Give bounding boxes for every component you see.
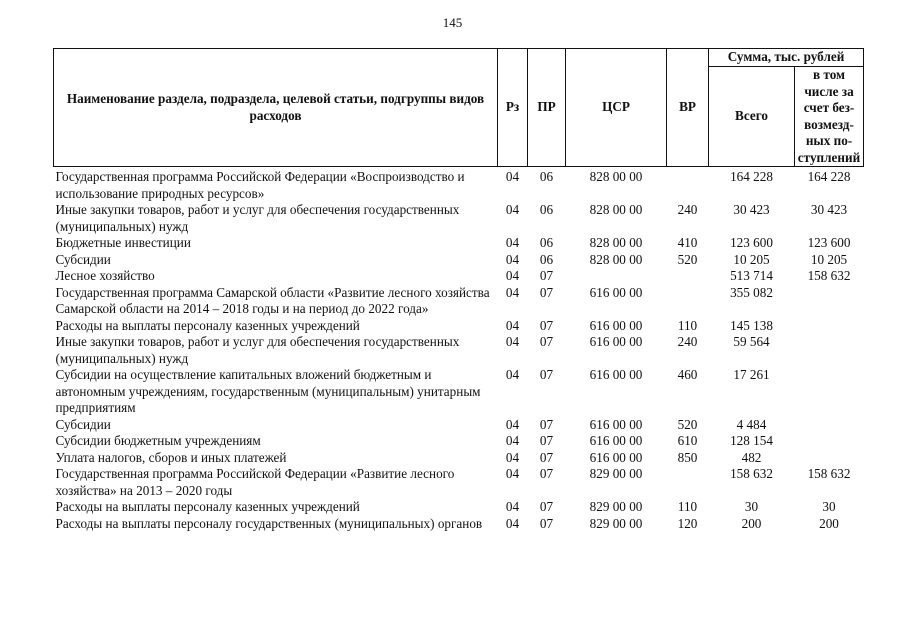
table-row — [54, 318, 864, 335]
row-pr: 06 — [539, 169, 554, 184]
row-pr: 07 — [539, 466, 554, 481]
table-row — [54, 202, 864, 235]
row-gratuitous: 30 — [822, 499, 836, 514]
table-row — [54, 466, 864, 499]
row-csr: 616 00 00 — [589, 334, 643, 349]
table-row — [54, 334, 864, 367]
row-name: Субсидии — [55, 251, 111, 267]
row-name: Уплата налогов, сборов и иных платежей — [55, 449, 287, 465]
row-vr: 410 — [677, 235, 698, 250]
row-rz: 04 — [505, 268, 520, 283]
table-row — [54, 367, 864, 417]
row-gratuitous — [795, 334, 864, 367]
row-gratuitous — [795, 450, 864, 467]
row-pr: 07 — [539, 433, 554, 448]
table-row — [54, 516, 864, 533]
row-rz: 04 — [505, 334, 520, 349]
row-csr: 828 00 00 — [589, 251, 643, 267]
row-rz: 04 — [505, 416, 520, 432]
row-name: Субсидии на осуществление капитальных вложений бюджетным и автономным учреждениям, государственным (муниципальным) унитарным предприятиям — [55, 367, 481, 415]
row-name: Субсидии — [55, 416, 111, 432]
row-vr — [667, 285, 709, 318]
page-number: 145 — [442, 15, 463, 30]
row-name: Расходы на выплаты персоналу казенных учреждений — [55, 317, 360, 333]
row-pr: 06 — [539, 202, 554, 217]
row-name: Государственная программа Самарской области «Развитие лесного хозяйства Самарской области на 2014 – 2018 годы и на период до 2022 года» — [55, 284, 490, 316]
header-total: Всего — [709, 67, 795, 167]
row-csr: 616 00 00 — [589, 284, 643, 300]
table-row — [54, 235, 864, 252]
row-rz: 04 — [505, 449, 520, 465]
row-vr: 110 — [677, 499, 698, 514]
row-rz: 04 — [505, 317, 520, 333]
row-rz: 04 — [505, 235, 520, 250]
row-total: 158 632 — [730, 466, 773, 481]
table-row — [54, 417, 864, 434]
header-rz: Рз — [498, 49, 528, 167]
header-csr: ЦСР — [566, 49, 667, 167]
table-row — [54, 167, 864, 203]
budget-table — [53, 48, 864, 532]
row-gratuitous — [795, 417, 864, 434]
row-pr: 07 — [539, 499, 554, 514]
row-name: Расходы на выплаты персоналу казенных учреждений — [55, 499, 360, 514]
row-csr — [566, 268, 667, 285]
row-name: Расходы на выплаты персоналу государственных (муниципальных) органов — [55, 515, 483, 531]
row-pr: 07 — [539, 367, 554, 382]
row-pr: 07 — [539, 515, 554, 531]
table-row — [54, 285, 864, 318]
row-csr: 828 00 00 — [589, 235, 643, 250]
table-row — [54, 499, 864, 516]
row-rz: 04 — [505, 367, 520, 382]
row-gratuitous — [795, 318, 864, 335]
row-name: Иные закупки товаров, работ и услуг для обеспечения государственных (муниципальных) нужд — [55, 202, 460, 234]
row-total: 164 228 — [730, 169, 773, 184]
table-header — [54, 49, 864, 167]
header-vr: ВР — [667, 49, 709, 167]
row-total: 128 154 — [730, 433, 773, 448]
table-row — [54, 268, 864, 285]
header-gratuitous: в том числе за счет без-возмезд-ных по-ступлений — [795, 67, 864, 167]
row-total: 59 564 — [733, 334, 770, 349]
row-vr — [667, 167, 709, 203]
row-csr: 616 00 00 — [589, 367, 643, 382]
row-rz: 04 — [505, 202, 520, 217]
table-row — [54, 252, 864, 269]
row-total: 4 484 — [736, 416, 767, 432]
row-gratuitous — [795, 367, 864, 417]
row-rz: 04 — [505, 499, 520, 514]
row-csr: 829 00 00 — [589, 466, 643, 481]
row-gratuitous: 10 205 — [810, 251, 848, 267]
header-name: Наименование раздела, подраздела, целевой статьи, подгруппы видов расходов — [54, 49, 498, 167]
row-total: 145 138 — [730, 317, 773, 333]
row-total: 10 205 — [733, 251, 770, 267]
row-rz: 04 — [505, 515, 520, 531]
row-pr: 07 — [539, 268, 554, 283]
row-name: Государственная программа Российской Федерации «Воспроизводство и использование природных ресурсов» — [55, 169, 465, 201]
row-gratuitous: 200 — [819, 515, 839, 531]
row-vr — [667, 466, 709, 499]
row-vr — [667, 268, 709, 285]
row-pr: 07 — [539, 416, 554, 432]
row-rz: 04 — [505, 251, 520, 267]
row-vr: 610 — [677, 433, 698, 448]
row-rz: 04 — [505, 169, 520, 184]
row-csr: 616 00 00 — [589, 317, 643, 333]
row-total: 30 — [744, 499, 759, 514]
row-pr: 07 — [539, 317, 554, 333]
row-name: Иные закупки товаров, работ и услуг для обеспечения государственных (муниципальных) нужд — [55, 334, 460, 366]
row-pr: 07 — [539, 449, 554, 465]
table-row — [54, 450, 864, 467]
row-total: 200 — [741, 515, 762, 531]
row-vr: 240 — [677, 334, 698, 349]
row-gratuitous: 164 228 — [807, 169, 851, 184]
row-pr: 06 — [539, 235, 554, 250]
row-name: Лесное хозяйство — [55, 268, 155, 283]
row-gratuitous — [795, 433, 864, 450]
row-vr: 120 — [677, 515, 698, 531]
row-gratuitous: 30 423 — [810, 202, 848, 217]
row-vr: 520 — [677, 416, 698, 432]
row-csr: 829 00 00 — [589, 499, 643, 514]
row-vr: 850 — [677, 449, 698, 465]
row-csr: 616 00 00 — [589, 433, 643, 448]
row-csr: 829 00 00 — [589, 515, 643, 531]
row-vr: 460 — [677, 367, 698, 382]
row-total: 355 082 — [730, 284, 773, 300]
table-body — [54, 167, 864, 533]
row-name: Субсидии бюджетным учреждениям — [55, 433, 261, 448]
table-row — [54, 433, 864, 450]
row-csr: 616 00 00 — [589, 449, 643, 465]
row-total: 123 600 — [730, 235, 773, 250]
row-gratuitous: 123 600 — [807, 235, 851, 250]
row-rz: 04 — [505, 284, 520, 300]
row-pr: 07 — [539, 334, 554, 349]
row-rz: 04 — [505, 466, 520, 481]
row-total: 513 714 — [730, 268, 773, 283]
row-csr: 828 00 00 — [589, 202, 643, 217]
header-pr: ПР — [528, 49, 566, 167]
row-rz: 04 — [505, 433, 520, 448]
row-csr: 828 00 00 — [589, 169, 643, 184]
row-vr: 240 — [677, 202, 698, 217]
row-total: 17 261 — [733, 367, 770, 382]
row-name: Государственная программа Российской Федерации «Развитие лесного хозяйства» на 2013 – 2020 годы — [55, 466, 455, 498]
row-gratuitous — [795, 285, 864, 318]
row-total: 30 423 — [733, 202, 770, 217]
row-pr: 06 — [539, 251, 554, 267]
row-vr: 110 — [677, 317, 698, 333]
row-csr: 616 00 00 — [589, 416, 643, 432]
row-vr: 520 — [677, 251, 698, 267]
row-name: Бюджетные инвестиции — [55, 235, 191, 250]
row-total: 482 — [741, 449, 762, 465]
row-gratuitous: 158 632 — [807, 268, 851, 283]
row-gratuitous: 158 632 — [807, 466, 851, 481]
header-sum-group: Сумма, тыс. рублей — [709, 49, 864, 67]
row-pr: 07 — [539, 284, 554, 300]
